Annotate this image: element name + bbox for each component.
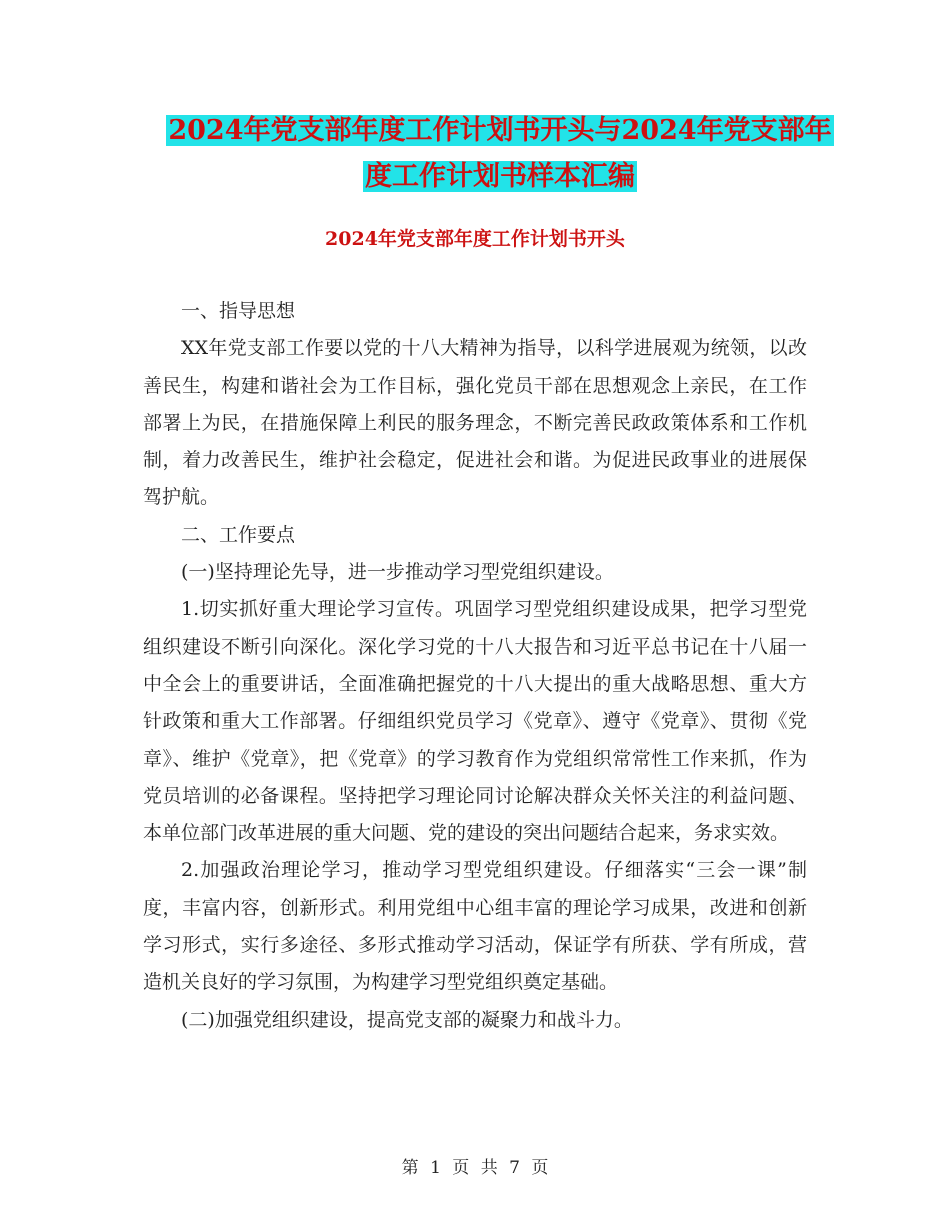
paragraph-political-study: 2.加强政治理论学习，推动学习型党组织建设。仔细落实“三会一课”制度，丰富内容，创新形式。利用党组中心组丰富的理论学习成果，改进和创新学习形式，实行多途径、多形式推动学习活动，保证学有所获、学有所成，营造机关良好的学习氛围，为构建学习型党组织奠定基础。 (143, 859, 807, 994)
heading-work-points: 二、工作要点 (181, 523, 296, 546)
document-title-line1: 2024年党支部年度工作计划书开头与2024年党支部年 (168, 115, 832, 146)
subheading-theory-first: (一)坚持理论先导，进一步推动学习型党组织建设。 (181, 561, 614, 584)
paragraph-guiding-thought: XX年党支部工作要以党的十八大精神为指导，以科学进展观为统领，以改善民生，构建和谐社会为工作目标，强化党员干部在思想观念上亲民，在工作部署上为民，在措施保障上利民的服务理念，不断完善民政政策体系和工作机制，着力改善民生，维护社会稳定，促进社会和谐。为促进民政事业的进展保驾护航。 (143, 337, 807, 509)
document-title (120, 108, 880, 200)
page-footer: 第 1 页 共 7 页 (401, 1158, 549, 1178)
heading-guiding-thought: 一、指导思想 (181, 300, 296, 322)
document-body (143, 293, 807, 1039)
paragraph-theory-study: 1.切实抓好重大理论学习宣传。巩固学习型党组织建设成果，把学习型党组织建设不断引向深化。深化学习党的十八大报告和习近平总书记在十八届一中全会上的重要讲话，全面准确把握党的十八大提出的重大战略思想、重大方针政策和重大工作部署。仔细组织党员学习《党章》、遵守《党章》、贯彻《党章》、维护《党章》，把《党章》的学习教育作为党组织常常性工作来抓，作为党员培训的必备课程。坚持把学习理论同讨论解决群众关怀关注的利益问题、本单位部门改革进展的重大问题、党的建设的突出问题结合起来，务求实效。 (143, 598, 807, 845)
section-title: 2024年党支部年度工作计划书开头 (325, 228, 625, 250)
subheading-party-organization: (二)加强党组织建设，提高党支部的凝聚力和战斗力。 (181, 1008, 633, 1031)
document-title-line2: 度工作计划书样本汇编 (365, 161, 635, 192)
